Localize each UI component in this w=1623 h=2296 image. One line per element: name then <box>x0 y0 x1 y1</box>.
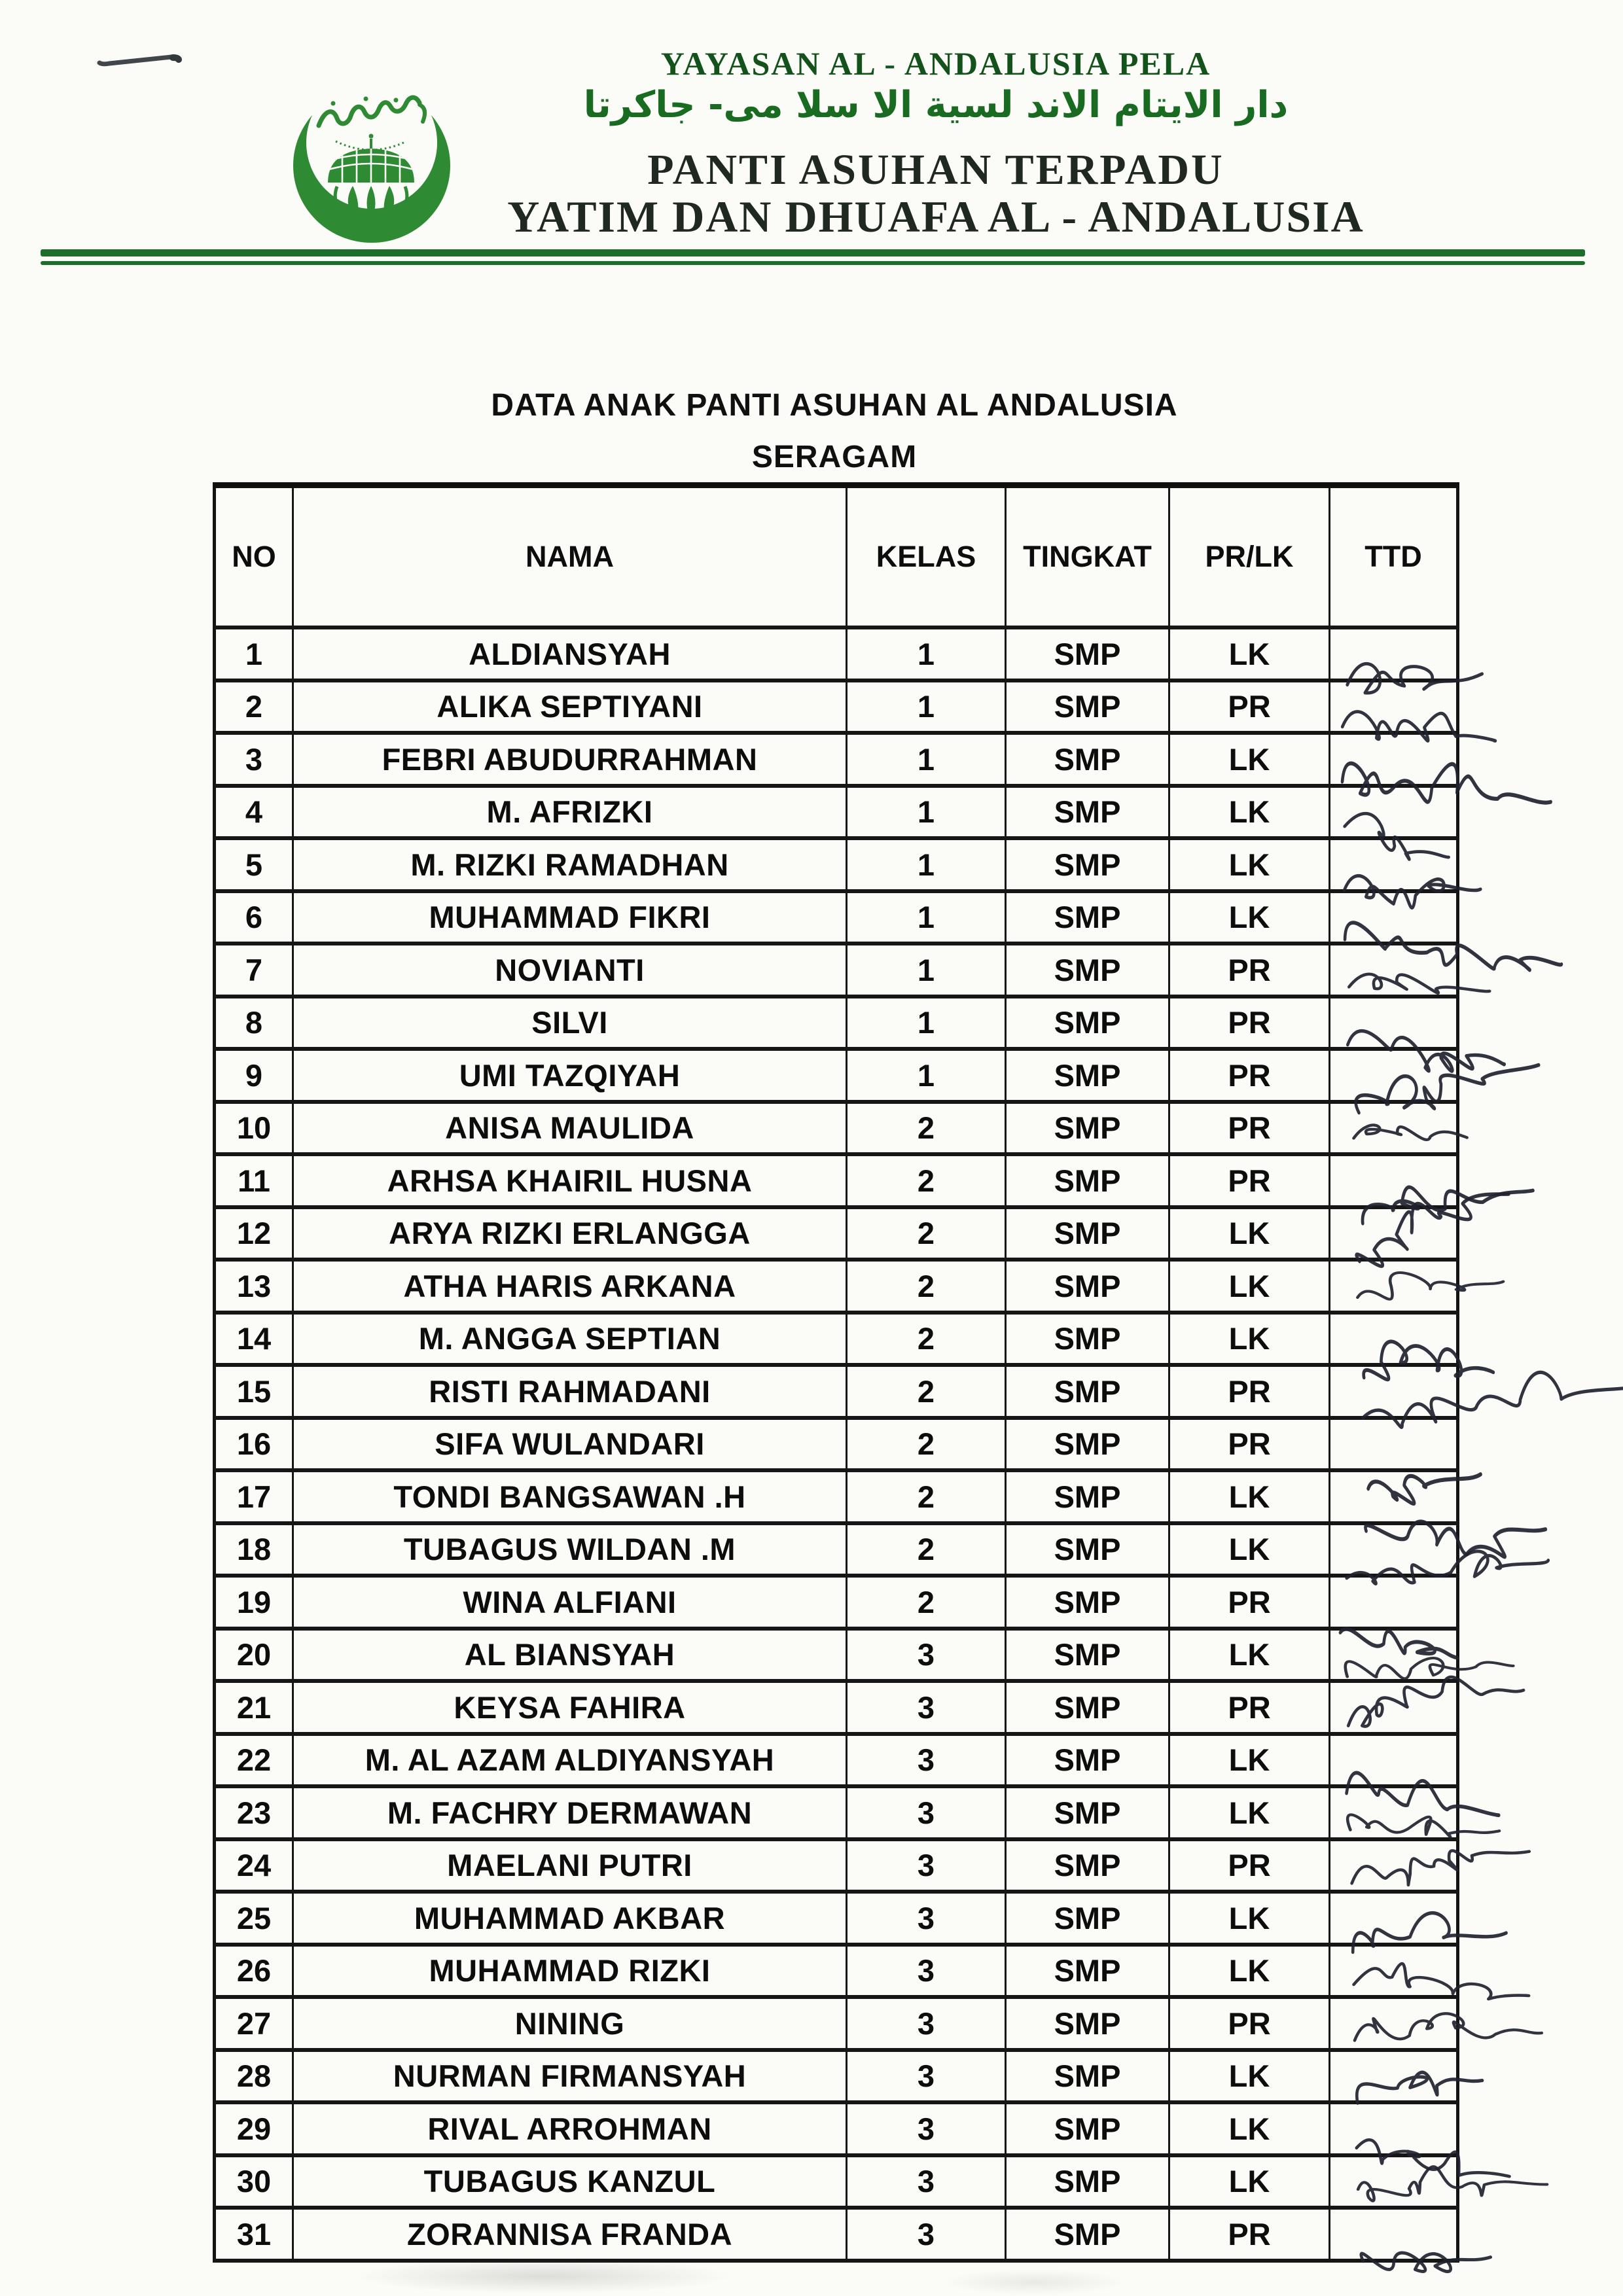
signature <box>1332 736 1457 786</box>
cell-ttd <box>1330 1576 1458 1629</box>
cell-nama: TUBAGUS WILDAN .M <box>293 1523 847 1576</box>
cell-ttd <box>1330 2208 1458 2261</box>
pen-dash-mark <box>96 48 194 68</box>
cell-nama: UMI TAZQIYAH <box>293 1049 847 1102</box>
cell-tingkat: SMP <box>1006 1892 1169 1945</box>
signature <box>1332 2106 1457 2155</box>
double-rule-separator <box>41 249 1585 265</box>
col-header-ttd: TTD <box>1330 486 1458 628</box>
cell-tingkat: SMP <box>1006 1313 1169 1366</box>
cell-pr-lk: LK <box>1169 1313 1330 1366</box>
cell-kelas: 1 <box>847 680 1006 733</box>
scan-smudge <box>942 2269 1126 2295</box>
signature <box>1332 1895 1457 1945</box>
cell-tingkat: SMP <box>1006 1365 1169 1418</box>
cell-kelas: 3 <box>847 2102 1006 2155</box>
signature <box>1332 2053 1457 2103</box>
cell-nama: MUHAMMAD FIKRI <box>293 891 847 944</box>
cell-tingkat: SMP <box>1006 1102 1169 1155</box>
cell-kelas: 1 <box>847 997 1006 1050</box>
cell-kelas: 2 <box>847 1576 1006 1629</box>
table-row <box>215 1470 1458 1523</box>
foundation-logo <box>285 71 459 245</box>
cell-pr-lk: LK <box>1169 1892 1330 1945</box>
cell-kelas: 3 <box>847 1734 1006 1787</box>
cell-ttd <box>1330 1997 1458 2050</box>
table-row <box>215 2155 1458 2208</box>
cell-pr-lk: PR <box>1169 680 1330 733</box>
table-row <box>215 1629 1458 1682</box>
cell-no: 26 <box>215 1945 293 1998</box>
cell-tingkat: SMP <box>1006 1207 1169 1260</box>
signature <box>1332 789 1457 839</box>
cell-tingkat: SMP <box>1006 1523 1169 1576</box>
cell-pr-lk: PR <box>1169 1839 1330 1892</box>
table-container <box>213 482 1459 2263</box>
cell-kelas: 3 <box>847 1839 1006 1892</box>
table-row <box>215 1049 1458 1102</box>
table-row <box>215 891 1458 944</box>
cell-pr-lk: LK <box>1169 2155 1330 2208</box>
cell-no: 24 <box>215 1839 293 1892</box>
col-header-kelas: KELAS <box>847 486 1006 628</box>
cell-nama: M. FACHRY DERMAWAN <box>293 1786 847 1839</box>
cell-nama: NURMAN FIRMANSYAH <box>293 2050 847 2103</box>
signature <box>1332 1316 1457 1366</box>
cell-no: 16 <box>215 1418 293 1471</box>
table-row <box>215 1786 1458 1839</box>
cell-no: 19 <box>215 1576 293 1629</box>
cell-nama: M. ANGGA SEPTIAN <box>293 1313 847 1366</box>
cell-tingkat: SMP <box>1006 1945 1169 1998</box>
table-row <box>215 1681 1458 1734</box>
cell-ttd <box>1330 627 1458 680</box>
cell-nama: RISTI RAHMADANI <box>293 1365 847 1418</box>
cell-tingkat: SMP <box>1006 627 1169 680</box>
signature <box>1332 947 1457 997</box>
cell-pr-lk: LK <box>1169 1523 1330 1576</box>
cell-pr-lk: PR <box>1169 997 1330 1050</box>
orphanage-name: YATIM DAN DHUAFA AL - ANDALUSIA <box>507 192 1364 241</box>
signature <box>1332 1421 1457 1471</box>
cell-no: 13 <box>215 1260 293 1313</box>
cell-ttd <box>1330 1049 1458 1102</box>
table-row <box>215 2102 1458 2155</box>
cell-kelas: 3 <box>847 1629 1006 1682</box>
cell-nama: ALIKA SEPTIYANI <box>293 680 847 733</box>
cell-no: 17 <box>215 1470 293 1523</box>
cell-pr-lk: LK <box>1169 838 1330 891</box>
cell-no: 9 <box>215 1049 293 1102</box>
table-row <box>215 1892 1458 1945</box>
cell-kelas: 2 <box>847 1207 1006 1260</box>
cell-pr-lk: LK <box>1169 2102 1330 2155</box>
cell-kelas: 2 <box>847 1523 1006 1576</box>
cell-nama: WINA ALFIANI <box>293 1576 847 1629</box>
table-body <box>215 627 1458 2261</box>
cell-nama: M. AL AZAM ALDIYANSYAH <box>293 1734 847 1787</box>
cell-tingkat: SMP <box>1006 1786 1169 1839</box>
orphanage-type: PANTI ASUHAN TERPADU <box>647 146 1224 194</box>
foundation-name: YAYASAN AL - ANDALUSIA PELA <box>660 45 1211 82</box>
signature <box>1332 1737 1457 1787</box>
cell-nama: SILVI <box>293 997 847 1050</box>
cell-tingkat: SMP <box>1006 1418 1169 1471</box>
signature <box>1332 631 1457 680</box>
cell-no: 21 <box>215 1681 293 1734</box>
signature <box>1332 1052 1457 1102</box>
cell-tingkat: SMP <box>1006 997 1169 1050</box>
cell-ttd <box>1330 786 1458 839</box>
table-row <box>215 786 1458 839</box>
cell-tingkat: SMP <box>1006 1049 1169 1102</box>
cell-no: 14 <box>215 1313 293 1366</box>
document-title: DATA ANAK PANTI ASUHAN AL ANDALUSIA <box>491 388 1178 423</box>
cell-no: 28 <box>215 2050 293 2103</box>
signature <box>1332 1000 1457 1050</box>
cell-ttd <box>1330 1207 1458 1260</box>
table-row <box>215 1102 1458 1155</box>
cell-nama: MUHAMMAD RIZKI <box>293 1945 847 1998</box>
cell-ttd <box>1330 1365 1458 1418</box>
cell-pr-lk: LK <box>1169 627 1330 680</box>
cell-no: 5 <box>215 838 293 891</box>
cell-nama: KEYSA FAHIRA <box>293 1681 847 1734</box>
table-row <box>215 1576 1458 1629</box>
cell-nama: ARYA RIZKI ERLANGGA <box>293 1207 847 1260</box>
cell-pr-lk: LK <box>1169 1945 1330 1998</box>
cell-pr-lk: LK <box>1169 1734 1330 1787</box>
cell-kelas: 2 <box>847 1418 1006 1471</box>
cell-no: 3 <box>215 733 293 786</box>
cell-nama: ATHA HARIS ARKANA <box>293 1260 847 1313</box>
cell-pr-lk: LK <box>1169 1260 1330 1313</box>
cell-ttd <box>1330 1102 1458 1155</box>
cell-pr-lk: LK <box>1169 891 1330 944</box>
table-row <box>215 2208 1458 2261</box>
cell-nama: M. AFRIZKI <box>293 786 847 839</box>
table-row <box>215 1313 1458 1366</box>
signature <box>1332 1105 1457 1155</box>
cell-ttd <box>1330 680 1458 733</box>
cell-no: 11 <box>215 1154 293 1207</box>
table-row <box>215 1945 1458 1998</box>
document-subtitle: SERAGAM <box>751 440 918 474</box>
cell-kelas: 3 <box>847 2208 1006 2261</box>
title-block <box>213 387 1456 475</box>
cell-no: 10 <box>215 1102 293 1155</box>
rule-thick <box>41 249 1585 256</box>
cell-pr-lk: PR <box>1169 1154 1330 1207</box>
cell-tingkat: SMP <box>1006 786 1169 839</box>
table-row <box>215 1734 1458 1787</box>
header-row <box>215 486 1458 628</box>
signature <box>1332 894 1457 944</box>
cell-nama: TUBAGUS KANZUL <box>293 2155 847 2208</box>
cell-no: 30 <box>215 2155 293 2208</box>
cell-tingkat: SMP <box>1006 944 1169 997</box>
cell-pr-lk: LK <box>1169 2050 1330 2103</box>
cell-kelas: 2 <box>847 1260 1006 1313</box>
cell-no: 1 <box>215 627 293 680</box>
cell-kelas: 2 <box>847 1154 1006 1207</box>
cell-kelas: 1 <box>847 838 1006 891</box>
cell-nama: NOVIANTI <box>293 944 847 997</box>
cell-pr-lk: PR <box>1169 1681 1330 1734</box>
cell-ttd <box>1330 1418 1458 1471</box>
cell-kelas: 1 <box>847 786 1006 839</box>
cell-ttd <box>1330 838 1458 891</box>
cell-pr-lk: PR <box>1169 1997 1330 2050</box>
cell-ttd <box>1330 1839 1458 1892</box>
cell-tingkat: SMP <box>1006 733 1169 786</box>
signature <box>1332 1790 1457 1839</box>
table-row <box>215 2050 1458 2103</box>
signature <box>1332 1579 1457 1629</box>
cell-ttd <box>1330 1892 1458 1945</box>
col-header-pr-lk: PR/LK <box>1169 486 1330 628</box>
cell-no: 22 <box>215 1734 293 1787</box>
cell-nama: ZORANNISA FRANDA <box>293 2208 847 2261</box>
table-row <box>215 680 1458 733</box>
cell-ttd <box>1330 1260 1458 1313</box>
cell-nama: RIVAL ARROHMAN <box>293 2102 847 2155</box>
cell-nama: ARHSA KHAIRIL HUSNA <box>293 1154 847 1207</box>
cell-nama: SIFA WULANDARI <box>293 1418 847 1471</box>
cell-no: 2 <box>215 680 293 733</box>
cell-tingkat: SMP <box>1006 1839 1169 1892</box>
cell-pr-lk: LK <box>1169 1207 1330 1260</box>
signature <box>1332 1684 1457 1734</box>
table-row <box>215 944 1458 997</box>
signature <box>1332 2000 1457 2050</box>
cell-tingkat: SMP <box>1006 2102 1169 2155</box>
cell-tingkat: SMP <box>1006 1470 1169 1523</box>
cell-ttd <box>1330 944 1458 997</box>
cell-pr-lk: PR <box>1169 1418 1330 1471</box>
table-row <box>215 1418 1458 1471</box>
cell-ttd <box>1330 2050 1458 2103</box>
cell-tingkat: SMP <box>1006 2050 1169 2103</box>
table-row <box>215 1997 1458 2050</box>
col-header-tingkat: TINGKAT <box>1006 486 1169 628</box>
cell-pr-lk: PR <box>1169 1365 1330 1418</box>
scan-smudge <box>353 2259 733 2294</box>
cell-pr-lk: LK <box>1169 733 1330 786</box>
cell-pr-lk: LK <box>1169 1786 1330 1839</box>
cell-kelas: 3 <box>847 1945 1006 1998</box>
signature <box>1332 1948 1457 1998</box>
table-row <box>215 1839 1458 1892</box>
foundation-name-arabic: دار الايتام الاند لسية الا سلا مى- جاكرتا <box>583 84 1289 126</box>
cell-kelas: 2 <box>847 1313 1006 1366</box>
signature <box>1332 1843 1457 1892</box>
cell-tingkat: SMP <box>1006 1154 1169 1207</box>
signature <box>1332 1210 1457 1260</box>
cell-ttd <box>1330 1681 1458 1734</box>
cell-ttd <box>1330 1786 1458 1839</box>
cell-no: 31 <box>215 2208 293 2261</box>
cell-kelas: 1 <box>847 944 1006 997</box>
cell-no: 12 <box>215 1207 293 1260</box>
cell-tingkat: SMP <box>1006 1734 1169 1787</box>
signature <box>1332 1474 1457 1523</box>
cell-kelas: 2 <box>847 1365 1006 1418</box>
signature <box>1332 2211 1457 2261</box>
rule-thin <box>41 261 1585 265</box>
cell-kelas: 1 <box>847 1049 1006 1102</box>
table-row <box>215 1154 1458 1207</box>
cell-nama: TONDI BANGSAWAN .H <box>293 1470 847 1523</box>
cell-kelas: 3 <box>847 2050 1006 2103</box>
signature <box>1332 1527 1457 1576</box>
cell-kelas: 1 <box>847 733 1006 786</box>
cell-no: 29 <box>215 2102 293 2155</box>
cell-no: 23 <box>215 1786 293 1839</box>
cell-no: 18 <box>215 1523 293 1576</box>
cell-pr-lk: LK <box>1169 1629 1330 1682</box>
cell-tingkat: SMP <box>1006 838 1169 891</box>
cell-no: 20 <box>215 1629 293 1682</box>
students-table <box>213 482 1459 2263</box>
cell-tingkat: SMP <box>1006 1629 1169 1682</box>
signature <box>1332 1263 1457 1313</box>
cell-nama: ALDIANSYAH <box>293 627 847 680</box>
cell-kelas: 1 <box>847 891 1006 944</box>
table-row <box>215 627 1458 680</box>
cell-ttd <box>1330 1629 1458 1682</box>
cell-pr-lk: PR <box>1169 944 1330 997</box>
cell-pr-lk: LK <box>1169 786 1330 839</box>
cell-nama: AL BIANSYAH <box>293 1629 847 1682</box>
cell-kelas: 3 <box>847 1892 1006 1945</box>
signature <box>1332 841 1457 891</box>
cell-pr-lk: PR <box>1169 1576 1330 1629</box>
col-header-no: NO <box>215 486 293 628</box>
cell-ttd <box>1330 1734 1458 1787</box>
cell-no: 8 <box>215 997 293 1050</box>
cell-no: 7 <box>215 944 293 997</box>
cell-pr-lk: PR <box>1169 1102 1330 1155</box>
cell-kelas: 3 <box>847 1786 1006 1839</box>
table-row <box>215 733 1458 786</box>
table-row <box>215 997 1458 1050</box>
cell-no: 27 <box>215 1997 293 2050</box>
signature <box>1332 1157 1457 1207</box>
table-row <box>215 1260 1458 1313</box>
cell-tingkat: SMP <box>1006 1997 1169 2050</box>
signature <box>1332 1632 1457 1682</box>
cell-ttd <box>1330 891 1458 944</box>
cell-nama: ANISA MAULIDA <box>293 1102 847 1155</box>
cell-pr-lk: LK <box>1169 1470 1330 1523</box>
table-row <box>215 1365 1458 1418</box>
cell-no: 15 <box>215 1365 293 1418</box>
cell-nama: M. RIZKI RAMADHAN <box>293 838 847 891</box>
cell-kelas: 3 <box>847 1997 1006 2050</box>
cell-ttd <box>1330 1313 1458 1366</box>
cell-tingkat: SMP <box>1006 891 1169 944</box>
cell-tingkat: SMP <box>1006 2208 1169 2261</box>
table-row <box>215 1207 1458 1260</box>
cell-ttd <box>1330 1154 1458 1207</box>
cell-ttd <box>1330 1945 1458 1998</box>
signature <box>1332 684 1457 733</box>
table-row <box>215 838 1458 891</box>
cell-no: 6 <box>215 891 293 944</box>
cell-nama: MUHAMMAD AKBAR <box>293 1892 847 1945</box>
cell-kelas: 3 <box>847 1681 1006 1734</box>
cell-no: 25 <box>215 1892 293 1945</box>
cell-pr-lk: PR <box>1169 1049 1330 1102</box>
cell-nama: MAELANI PUTRI <box>293 1839 847 1892</box>
table-row <box>215 1523 1458 1576</box>
cell-tingkat: SMP <box>1006 2155 1169 2208</box>
signature <box>1332 1368 1457 1418</box>
cell-kelas: 3 <box>847 2155 1006 2208</box>
cell-tingkat: SMP <box>1006 1576 1169 1629</box>
cell-nama: FEBRI ABUDURRAHMAN <box>293 733 847 786</box>
signature <box>1332 2159 1457 2208</box>
col-header-nama: NAMA <box>293 486 847 628</box>
cell-tingkat: SMP <box>1006 680 1169 733</box>
cell-ttd <box>1330 2155 1458 2208</box>
cell-ttd <box>1330 2102 1458 2155</box>
cell-ttd <box>1330 733 1458 786</box>
cell-no: 4 <box>215 786 293 839</box>
cell-tingkat: SMP <box>1006 1681 1169 1734</box>
cell-pr-lk: PR <box>1169 2208 1330 2261</box>
cell-tingkat: SMP <box>1006 1260 1169 1313</box>
cell-kelas: 1 <box>847 627 1006 680</box>
cell-kelas: 2 <box>847 1470 1006 1523</box>
cell-kelas: 2 <box>847 1102 1006 1155</box>
cell-ttd <box>1330 1523 1458 1576</box>
cell-ttd <box>1330 1470 1458 1523</box>
cell-ttd <box>1330 997 1458 1050</box>
cell-nama: NINING <box>293 1997 847 2050</box>
